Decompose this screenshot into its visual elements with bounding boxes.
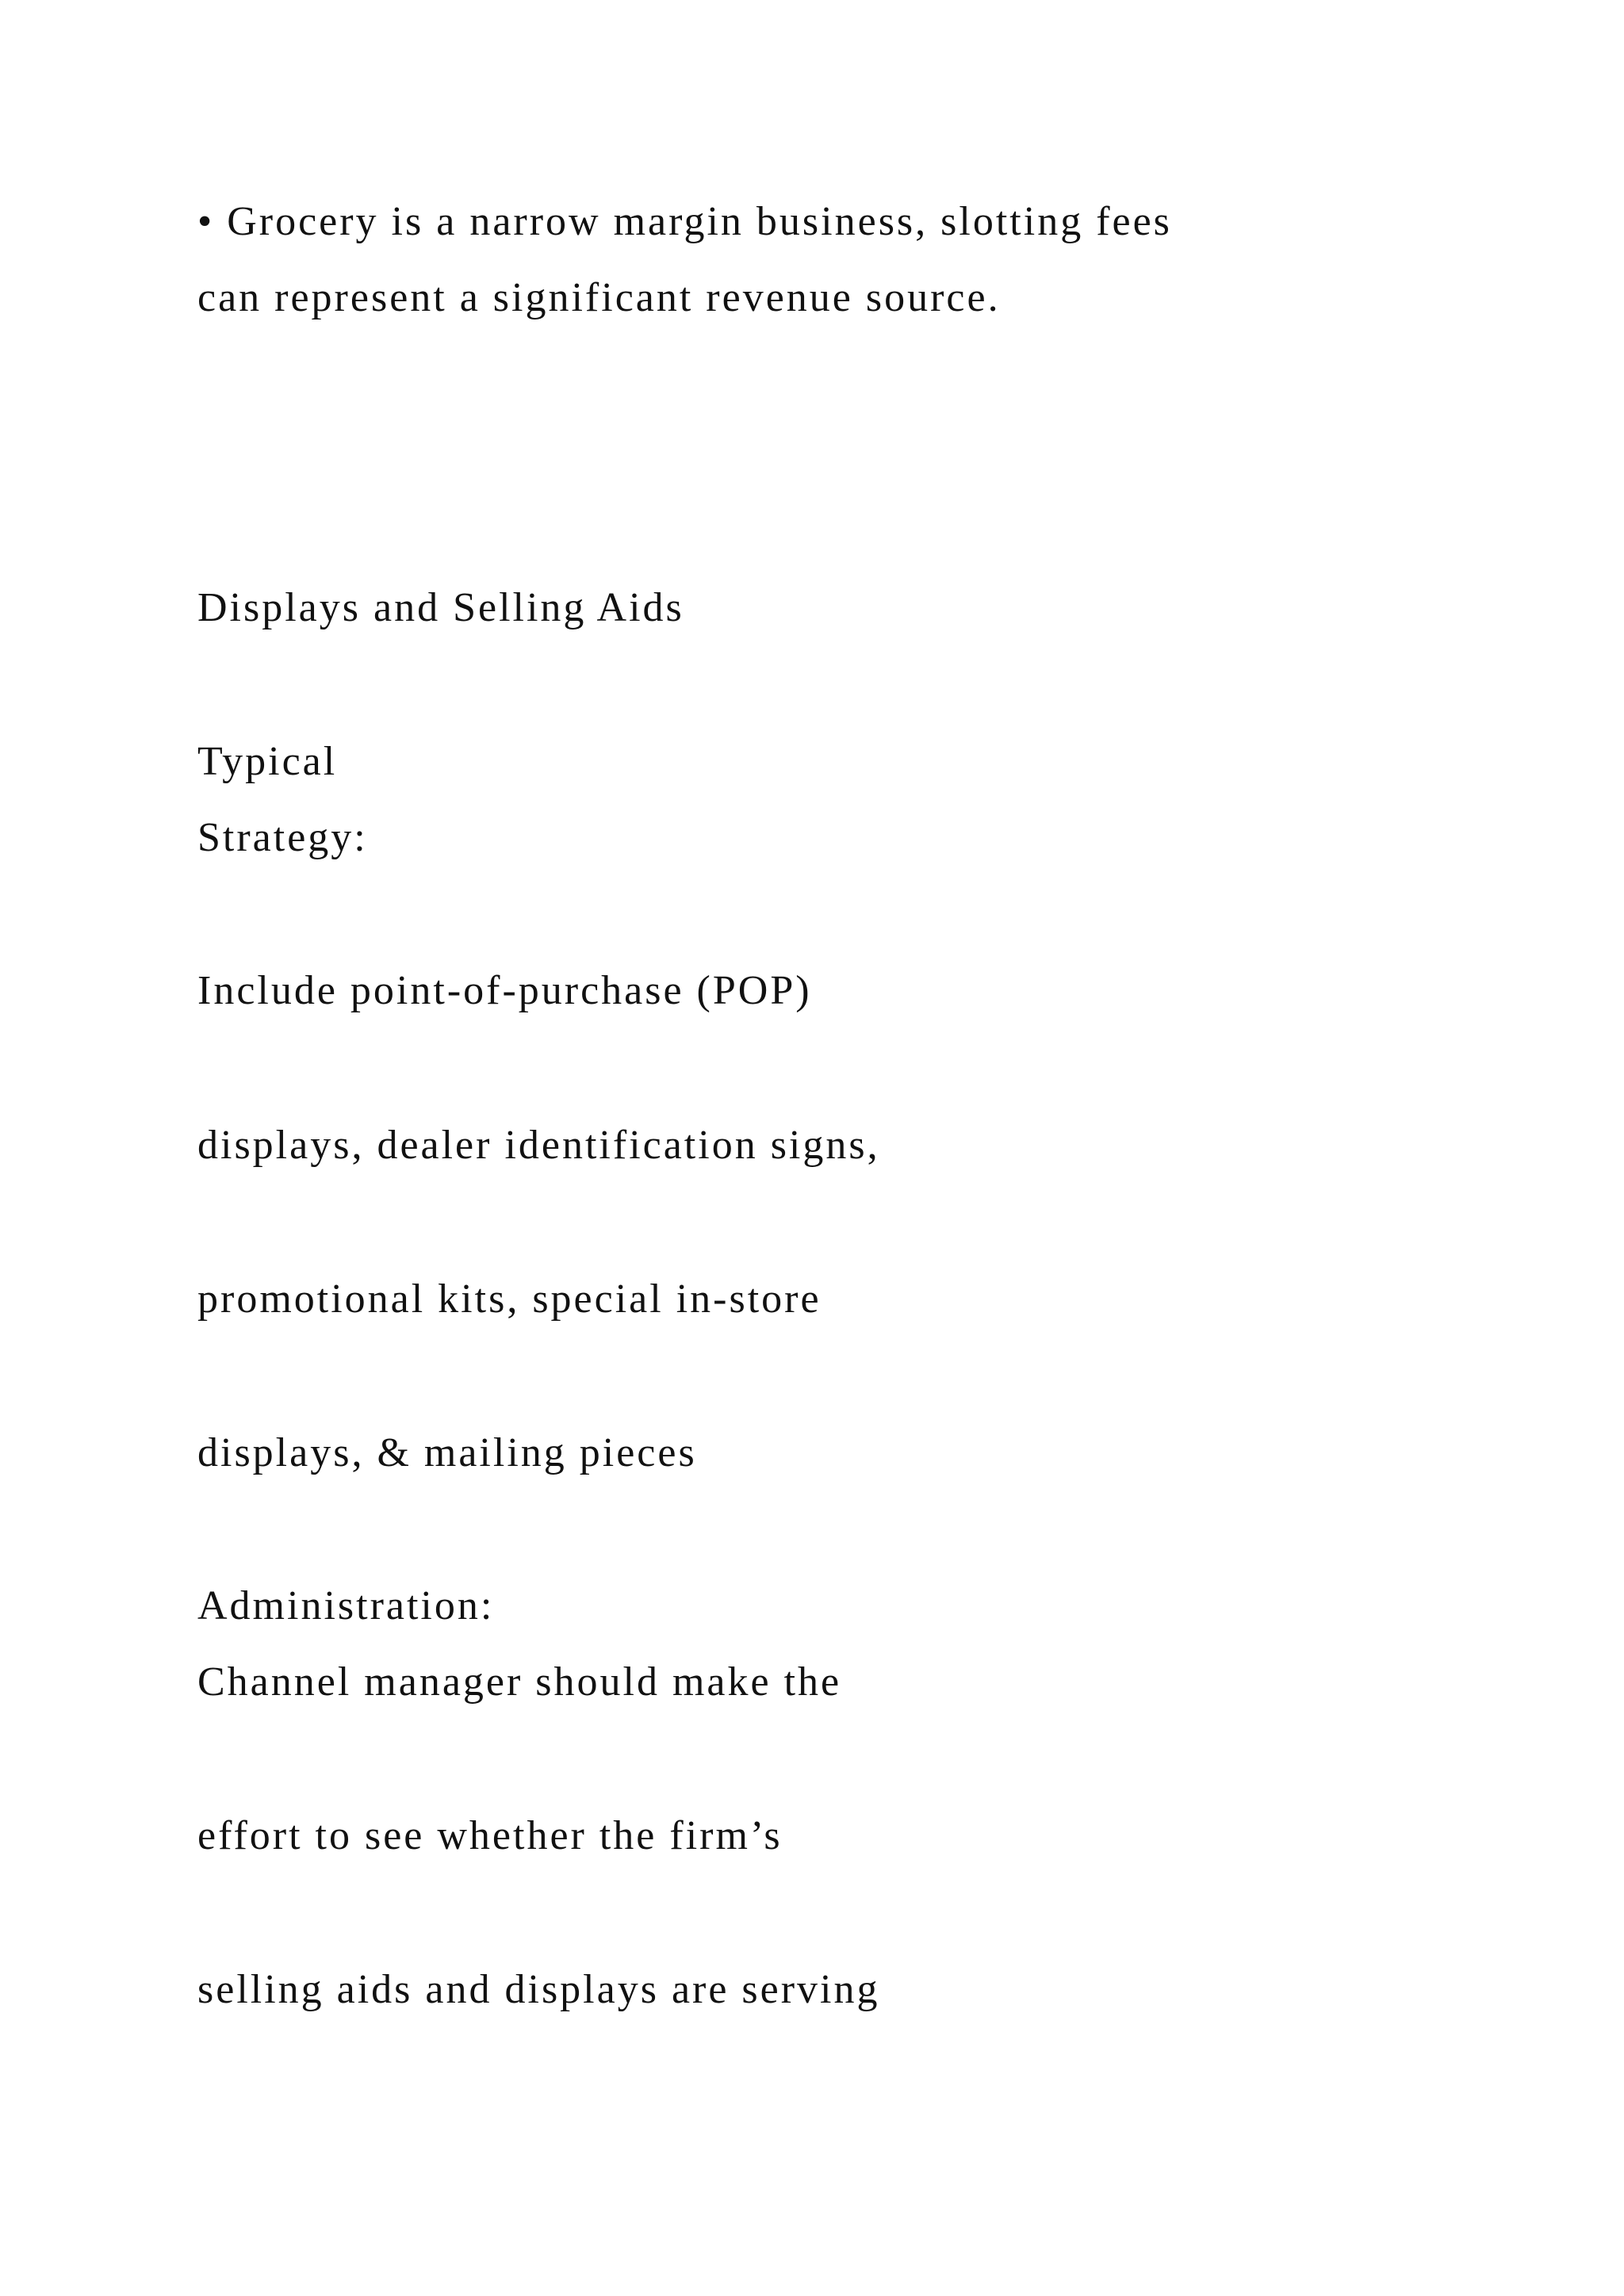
- label-strategy: Strategy:: [197, 815, 368, 860]
- text-line-revenue-source: can represent a significant revenue source.: [197, 275, 1001, 320]
- text-line-effort: effort to see whether the firm’s: [197, 1813, 783, 1858]
- text-line-pop: Include point-of-purchase (POP): [197, 968, 812, 1013]
- bullet-line-grocery: • Grocery is a narrow margin business, slotting fees: [197, 199, 1172, 244]
- label-typical: Typical: [197, 739, 338, 784]
- text-line-dealer-signs: displays, dealer identification signs,: [197, 1123, 880, 1168]
- label-administration: Administration:: [197, 1583, 495, 1628]
- text-line-mailing-pieces: displays, & mailing pieces: [197, 1430, 697, 1475]
- section-heading-displays: Displays and Selling Aids: [197, 585, 684, 630]
- text-line-promotional-kits: promotional kits, special in-store: [197, 1276, 822, 1322]
- text-line-channel-manager: Channel manager should make the: [197, 1659, 842, 1705]
- text-line-selling-aids: selling aids and displays are serving: [197, 1967, 880, 2012]
